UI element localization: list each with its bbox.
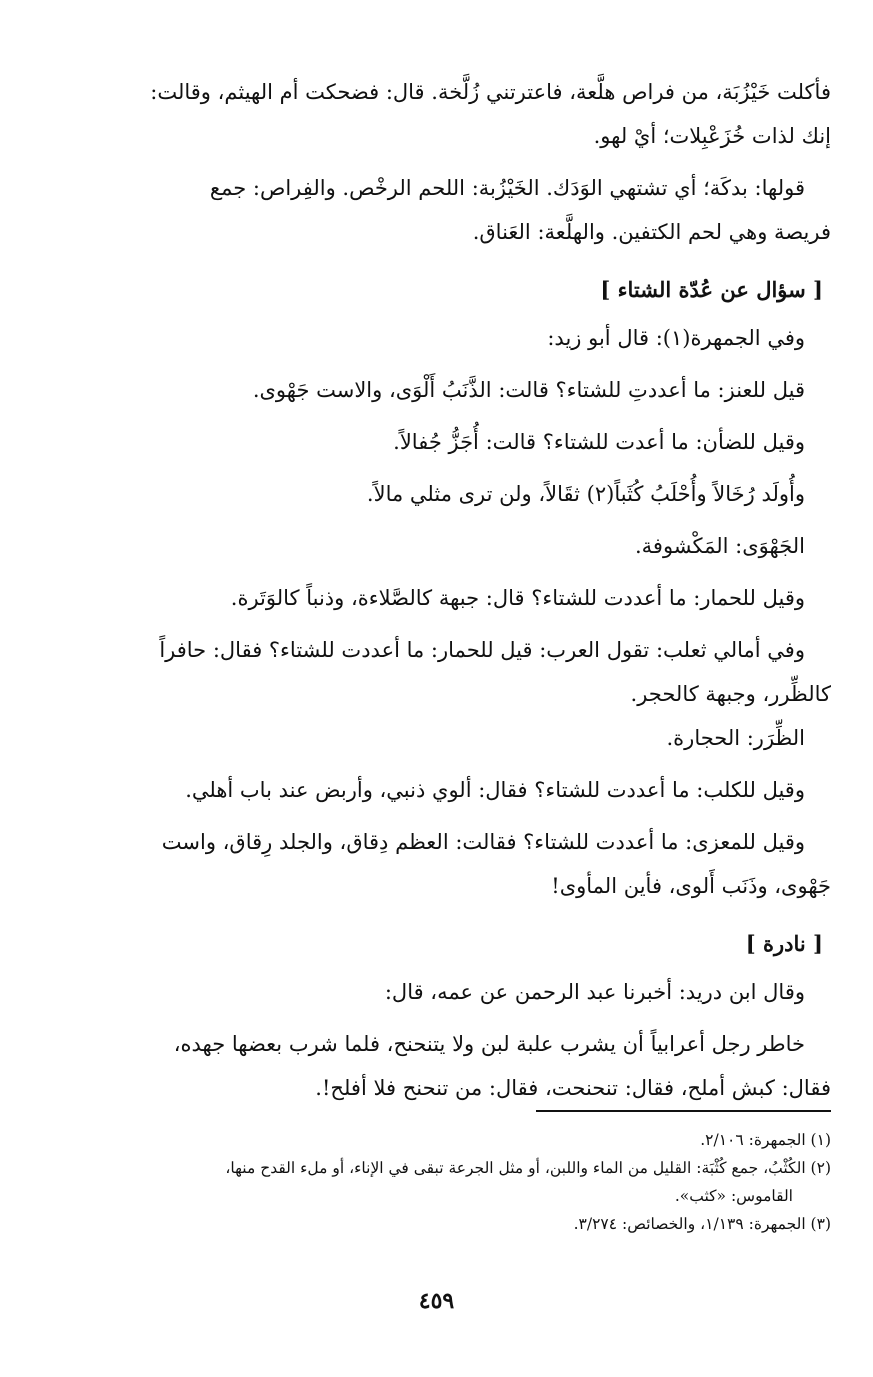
paragraph-line: فأكلت خَيْزُبَة، من فراص هلَّعة، فاعترتني زُلَّخة. قال: فضحكت أم الهيثم، وقالت: — [150, 80, 831, 104]
footnote: (٣) الجمهرة: ١/١٣٩، والخصائص: ٣/٢٧٤. — [573, 1215, 831, 1233]
section-heading: [ سؤال عن عُدّة الشتاء ] — [600, 277, 823, 302]
paragraph-line: وقيل للكلب: ما أعددت للشتاء؟ فقال: ألوي ذنبي، وأربض عند باب أهلي. — [185, 778, 805, 802]
paragraph-line: الظِّرَر: الحجارة. — [666, 726, 805, 750]
section-heading: [ نادرة ] — [745, 931, 823, 956]
paragraph-line: قولها: بدكَة؛ أي تشتهي الوَدَك. الخَيْزُبة: اللحم الرخْص. والفِراص: جمع — [209, 176, 805, 200]
paragraph-line: فريصة وهي لحم الكتفين. والهلَّعة: العَناق. — [472, 220, 831, 244]
paragraph-line: كالظِّرر، وجبهة كالحجر. — [630, 682, 831, 706]
paragraph-line: وقيل للمعزى: ما أعددت للشتاء؟ فقالت: العظم دِقاق، والجلد رِقاق، واست — [161, 830, 805, 854]
paragraph-line: وفي أمالي ثعلب: تقول العرب: قيل للحمار: ما أعددت للشتاء؟ فقال: حافراً — [159, 638, 805, 662]
paragraph-line: الجَهْوَى: المَكْشوفة. — [634, 534, 805, 558]
page-number: ٤٥٩ — [418, 1288, 455, 1314]
paragraph-line: إنك لذات خُزَعْبِلات؛ أيْ لهو. — [593, 124, 831, 148]
paragraph-line: جَهْوى، وذَنَب أَلوى، فأين المأوى! — [551, 874, 831, 898]
paragraph-line: وفي الجمهرة(١): قال أبو زيد: — [547, 326, 805, 350]
footnote: (١) الجمهرة: ٢/١٠٦. — [700, 1131, 831, 1149]
footnote: (٢) الكُثْبُ، جمع كُثْبَة: القليل من الماء واللبن، أو مثل الجرعة تبقى في الإناء، أو ملء القدح منها، — [225, 1159, 831, 1177]
footnotes — [58, 1110, 831, 1238]
paragraph-line: خاطر رجل أعرابياً أن يشرب علبة لبن ولا يتنحنح، فلما شرب بعضها جهده، — [173, 1032, 805, 1056]
paragraph-line: وقال ابن دريد: أخبرنا عبد الرحمن عن عمه، قال: — [384, 980, 805, 1004]
paragraph-line: وقيل للضأن: ما أعدت للشتاء؟ قالت: أُجَزُّ جُفالاً. — [393, 430, 805, 454]
paragraph-line: قيل للعنز: ما أعددتِ للشتاء؟ قالت: الذَّنَبُ أَلْوَى، والاست جَهْوى. — [252, 378, 805, 402]
page-body — [58, 70, 831, 1110]
footnote: القاموس: «كثب». — [674, 1187, 793, 1205]
paragraph-line: وقيل للحمار: ما أعددت للشتاء؟ قال: جبهة كالصَّلاءة، وذنباً كالوَتَرة. — [230, 586, 805, 610]
paragraph-line: فقال: كبش أملح، فقال: تنحنحت، فقال: من تنحنح فلا أفلح!. — [315, 1076, 831, 1100]
footnote-divider — [536, 1110, 831, 1112]
paragraph-line: وأُولَد رُخَالاً وأُحْلَبُ كُثَباً(٢) ثقَالاً، ولن ترى مثلي مالاً. — [366, 482, 805, 506]
